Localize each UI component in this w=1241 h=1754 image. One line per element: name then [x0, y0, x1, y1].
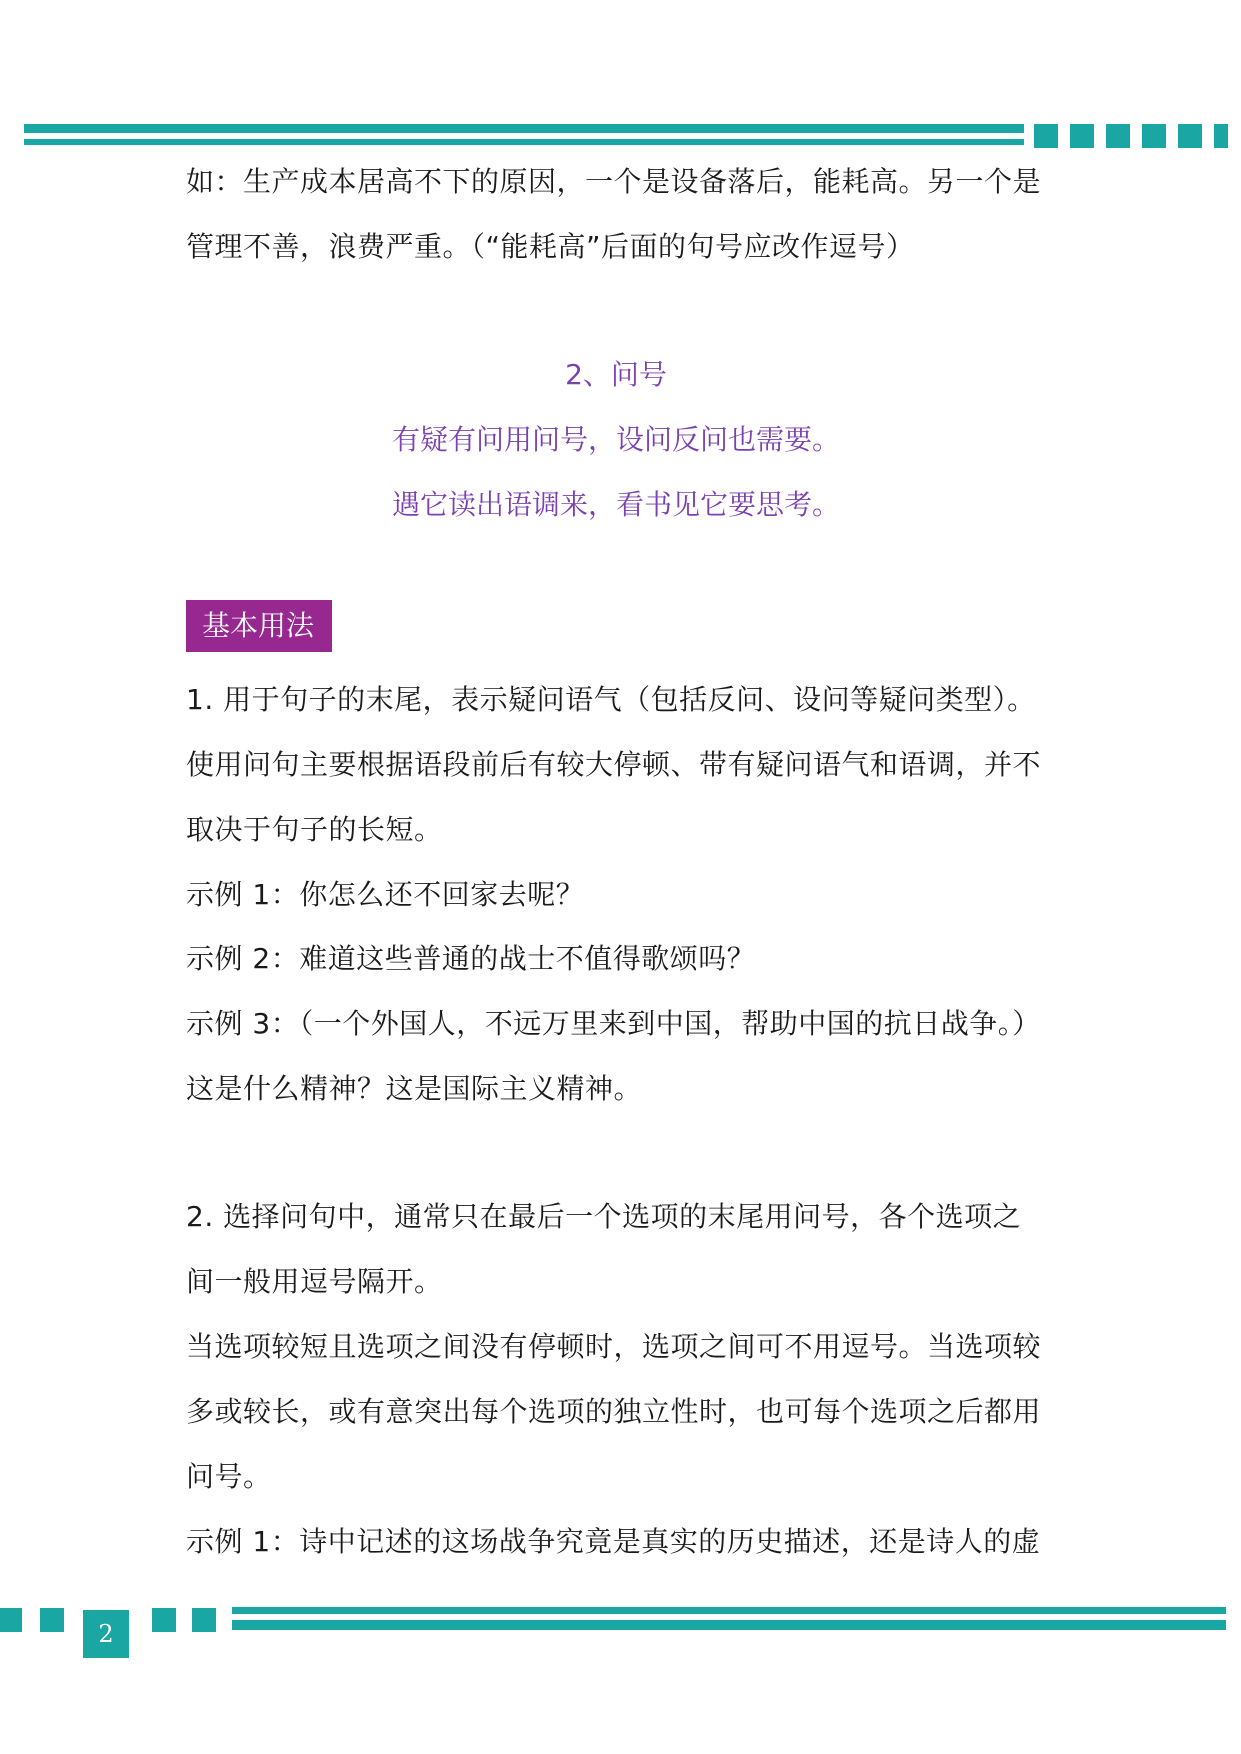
footer-square	[40, 1608, 64, 1632]
intro-line: 管理不善，浪费严重。（“能耗高”后面的句号应改作逗号）	[186, 230, 915, 263]
rule1-example: 示例 2：难道这些普通的战士不值得歌颂吗？	[186, 942, 756, 975]
header-square	[1178, 124, 1202, 148]
rule1-example: 示例 1：你怎么还不回家去呢？	[186, 878, 585, 911]
page-number: 2	[83, 1610, 129, 1658]
rule2-text: 问号。	[186, 1460, 272, 1493]
rule1-text: 取决于句子的长短。	[186, 813, 443, 846]
rule1-example: 这是什么精神？这是国际主义精神。	[186, 1072, 643, 1105]
footer-square	[0, 1608, 22, 1632]
rule2-text: 间一般用逗号隔开。	[186, 1265, 443, 1298]
footer-rule-bottom	[232, 1620, 1226, 1630]
header-square	[1034, 124, 1058, 148]
header-square	[1142, 124, 1166, 148]
header-square	[1106, 124, 1130, 148]
rule2-text: 多或较长，或有意突出每个选项的独立性时，也可每个选项之后都用	[186, 1395, 1042, 1428]
rule1-text: 使用问句主要根据语段前后有较大停顿、带有疑问语气和语调，并不	[186, 748, 1042, 781]
rule2-text: 2. 选择问句中，通常只在最后一个选项的末尾用问号，各个选项之	[186, 1200, 1022, 1233]
section-title: 2、问号	[565, 358, 667, 391]
section-verse: 遇它读出语调来，看书见它要思考。	[391, 488, 840, 521]
rule2-text: 当选项较短且选项之间没有停顿时，选项之间可不用逗号。当选项较	[186, 1330, 1042, 1363]
header-square	[1214, 124, 1228, 148]
rule1-text: 1. 用于句子的末尾，表示疑问语气（包括反问、设问等疑问类型）。	[186, 683, 1036, 716]
section-verse: 有疑有问用问号，设问反问也需要。	[391, 423, 840, 456]
rule1-example: 示例 3：（一个外国人，不远万里来到中国，帮助中国的抗日战争。）	[186, 1007, 1041, 1040]
footer-rule-top	[232, 1607, 1226, 1614]
header-rule-bottom	[24, 139, 1024, 145]
usage-badge: 基本用法	[186, 600, 332, 652]
header-rule-top	[24, 124, 1024, 133]
rule2-example: 示例 1：诗中记述的这场战争究竟是真实的历史描述，还是诗人的虚	[186, 1525, 1041, 1558]
footer-square	[152, 1608, 176, 1632]
header-square	[1070, 124, 1094, 148]
footer-square	[192, 1608, 216, 1632]
intro-line: 如：生产成本居高不下的原因，一个是设备落后，能耗高。另一个是	[186, 165, 1042, 198]
